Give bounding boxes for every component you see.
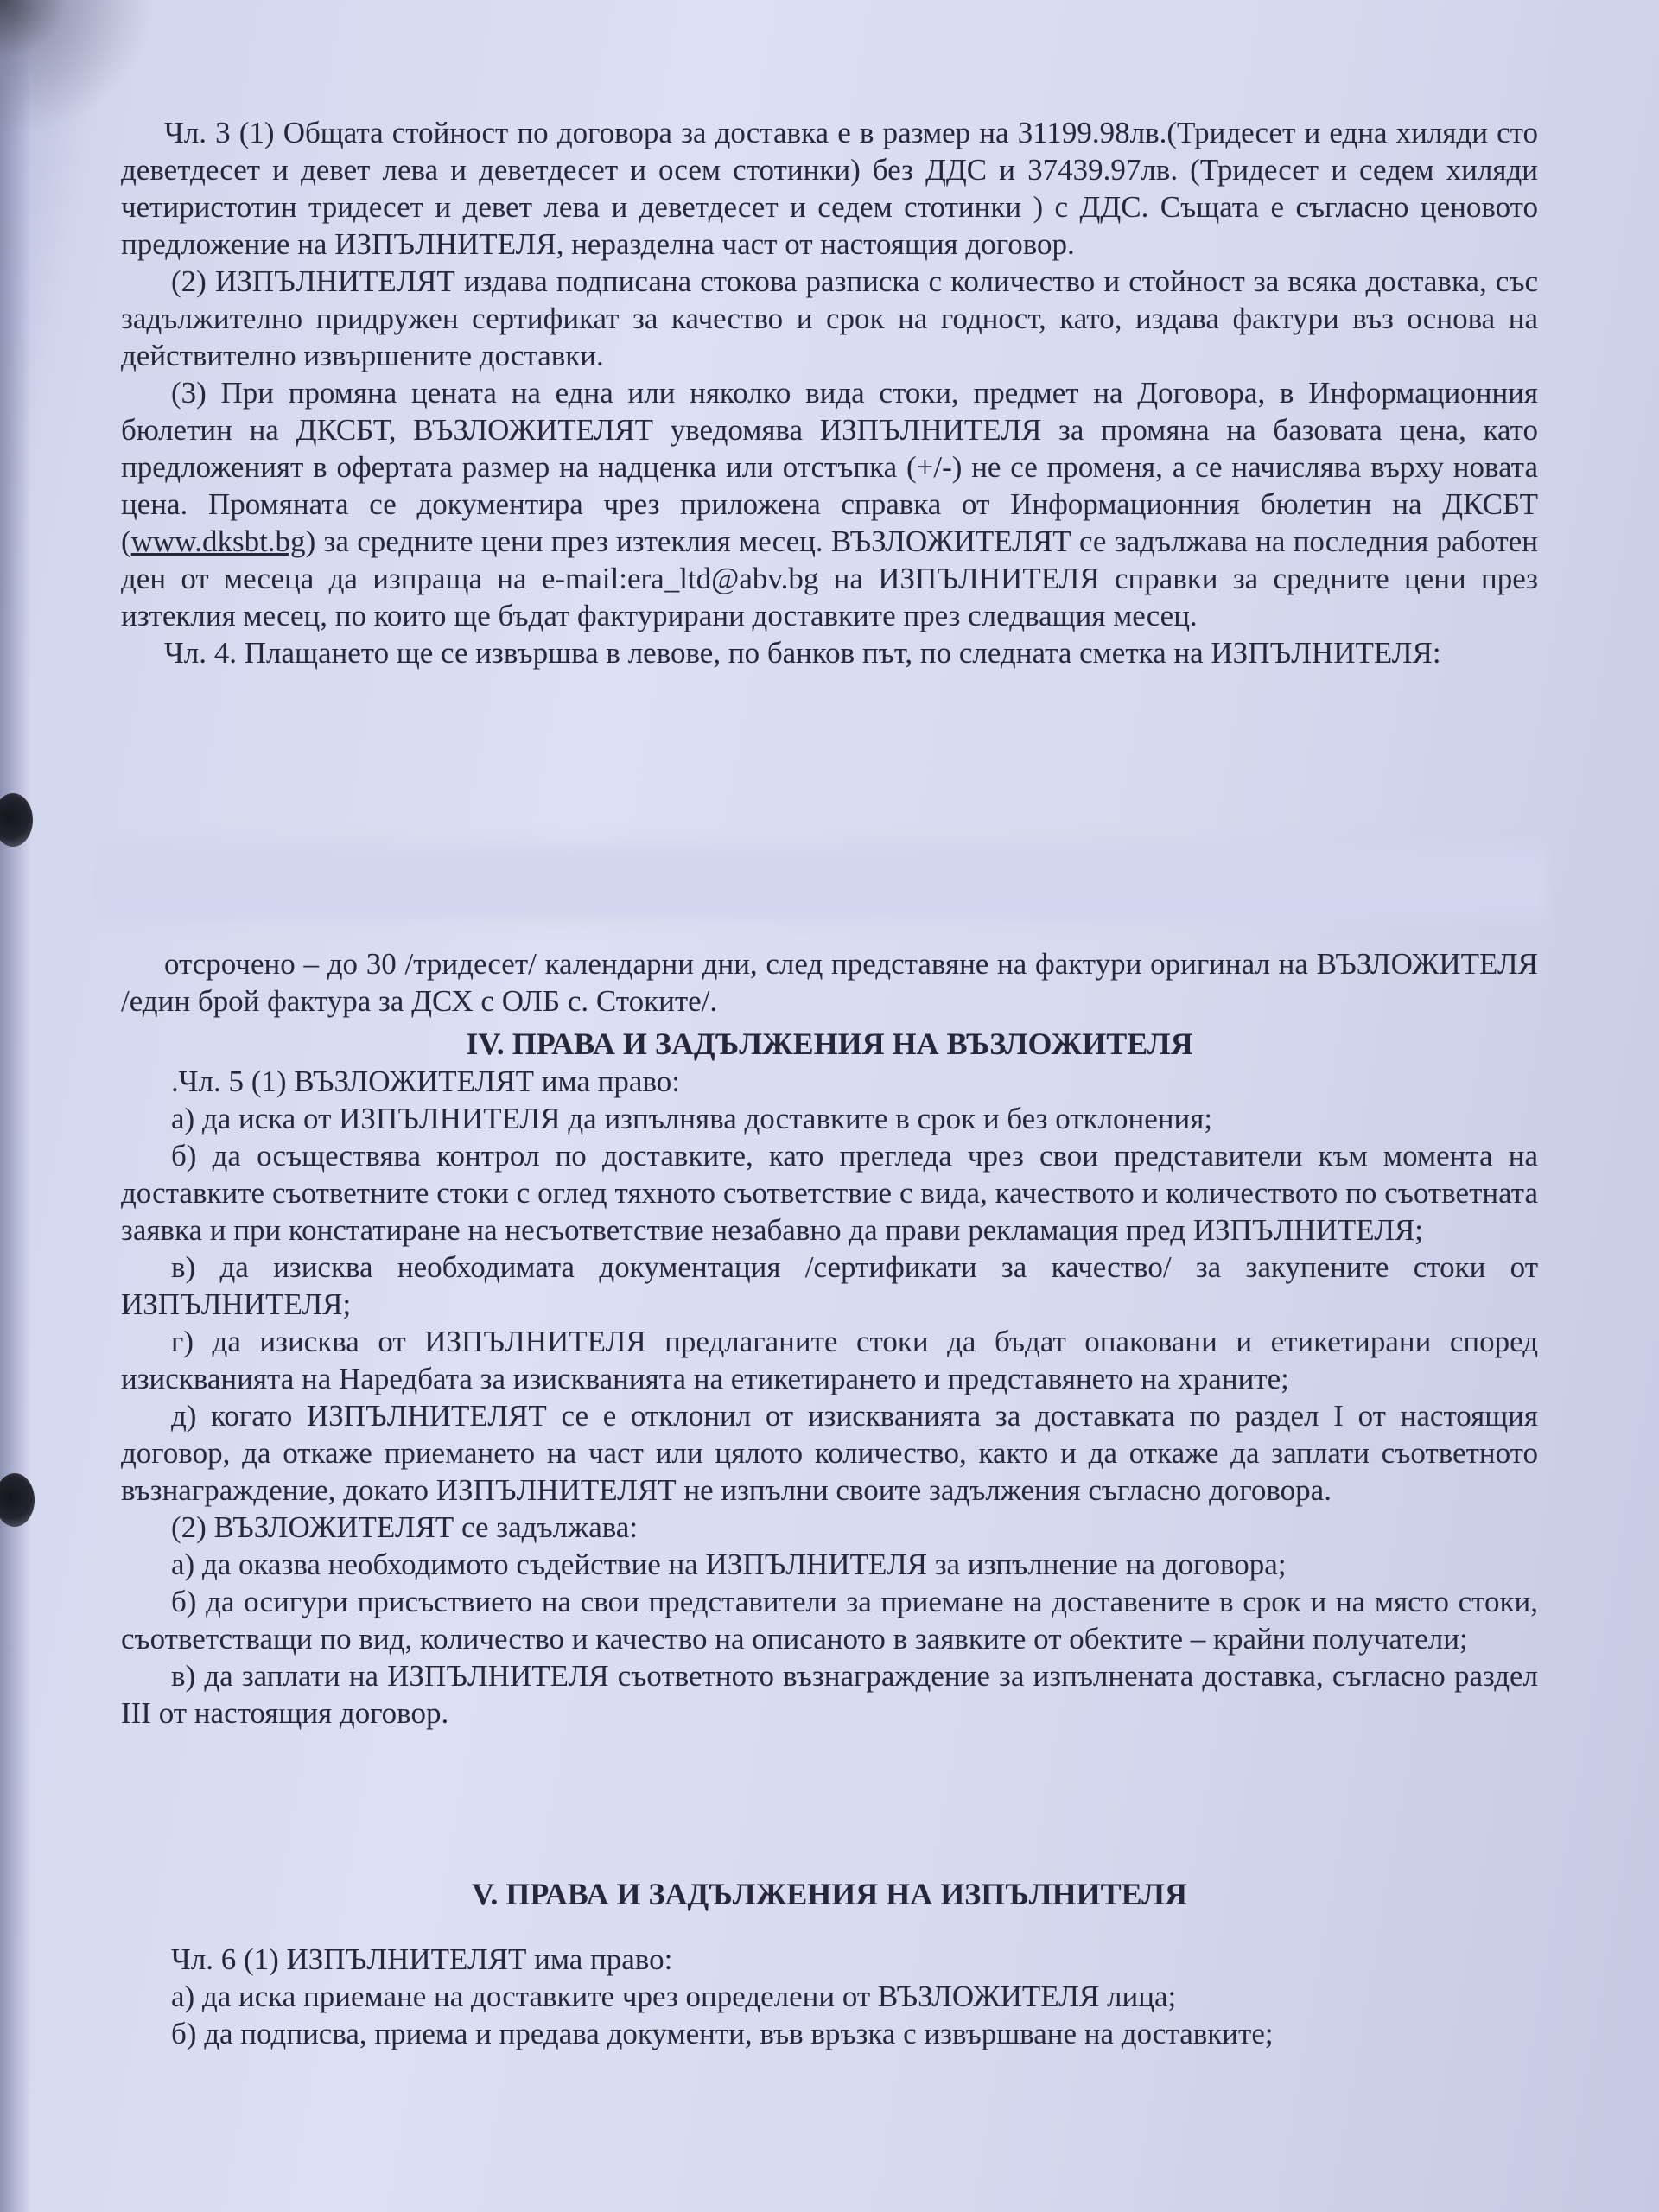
article-3 — [121, 114, 1538, 671]
art5-1-a: а) да иска от ИЗПЪЛНИТЕЛЯ да изпълнява доставките в срок и без отклонения; — [171, 1102, 1213, 1135]
art6-1-b: б) да подписва, приема и предава документи, във връзка с извършване на доставките; — [171, 2017, 1274, 2050]
art6-1-a: а) да иска приемане на доставките чрез определени от ВЪЗЛОЖИТЕЛЯ лица; — [171, 1980, 1177, 2013]
art5-2-v: в) да заплати на ИЗПЪЛНИТЕЛЯ съответното възнаграждение за изпълнената доставка, съгласно раздел III от настоящия договор. — [121, 1659, 1538, 1730]
section-iv-body — [121, 1063, 1538, 1732]
art5-1-b: б) да осъществява контрол по доставките, като прегледа чрез свои представители към момента на доставките съответните стоки с оглед тяхното съответствие с вида, качеството и количеството по съответната заявка и при констатиране на несъответствие незабавно да прави рекламация пред ИЗПЪЛНИТЕЛЯ; — [121, 1139, 1538, 1247]
art5-2-intro: (2) ВЪЗЛОЖИТЕЛЯТ се задължава: — [171, 1510, 639, 1544]
art4-paragraph-2: отсрочено – до 30 /тридесет/ календарни дни, след представяне на фактури оригинал на ВЪЗЛОЖИТЕЛЯ /един брой фактура за ДСХ с ОЛБ с. Стоките/. — [121, 947, 1538, 1018]
section-iv-heading: IV. ПРАВА И ЗАДЪЛЖЕНИЯ НА ВЪЗЛОЖИТЕЛЯ — [466, 1027, 1193, 1061]
art4-paragraph-1: Чл. 4. Плащането ще се извършва в левове, по банков път, по следната сметка на ИЗПЪЛНИТЕЛЯ: — [164, 636, 1441, 670]
article-4-continued — [121, 945, 1538, 1020]
art5-1-d: д) когато ИЗПЪЛНИТЕЛЯТ се е отклонил от изискванията за доставката по раздел I от настоящия договор, да откаже приемането на част или цялото количество, както и да откаже да заплати съответното възнаграждение, докато ИЗПЪЛНИТЕЛЯТ не изпълни своите задължения съгласно договора. — [121, 1399, 1538, 1507]
page-edge-shadow — [0, 0, 31, 2212]
art5-1-g: г) да изисква от ИЗПЪЛНИТЕЛЯ предлаганите стоки да бъдат опаковани и етикетирани според изискванията на Наредбата за изискванията на етикетирането и представянето на храните; — [121, 1325, 1538, 1395]
section-v-heading: V. ПРАВА И ЗАДЪЛЖЕНИЯ НА ИЗПЪЛНИТЕЛЯ — [472, 1877, 1187, 1911]
art3-paragraph-2: (2) ИЗПЪЛНИТЕЛЯТ издава подписана стокова разписка с количество и стойност за всяка доставка, със задължително придружен сертификат за качество и срок на годност, като, издава фактури въз основа на действително извършените доставки. — [121, 264, 1538, 372]
art3-paragraph-3 — [121, 374, 1538, 634]
art3-p3-text-2: ) за средните цени през изтеклия месец. ВЪЗЛОЖИТЕЛЯТ се задължава на последния работен ден от месеца да изпраща на e-mail:era_ltd@abv.bg на ИЗПЪЛНИТЕЛЯ справки за средните цени през изтеклия месец, по които ще бъдат фактурирани доставките през следващия месец. — [121, 524, 1538, 632]
art5-1-v: в) да изисква необходимата документация /сертификати за качество/ за закупените стоки от ИЗПЪЛНИТЕЛЯ; — [121, 1250, 1538, 1321]
art5-2-a: а) да оказва необходимото съдействие на ИЗПЪЛНИТЕЛЯ за изпълнение на договора; — [171, 1548, 1287, 1581]
art3-paragraph-1: Чл. 3 (1) Общата стойност по договора за доставка е в размер на 31199.98лв.(Тридесет и една хиляди сто деветдесет и девет лева и деветдесет и осем стотинки) без ДДС и 37439.97лв. (Тридесет и седем хиляди четиристотин тридесет и девет лева и деветдесет и седем стотинки ) с ДДС. Същата е съгласно ценовото предложение на ИЗПЪЛНИТЕЛЯ, неразделна част от настоящия договор. — [121, 116, 1538, 261]
section-v-body — [121, 1941, 1538, 2052]
art5-1-intro: .Чл. 5 (1) ВЪЗЛОЖИТЕЛЯТ има право: — [171, 1065, 680, 1098]
art3-p3-text-1: (3) При промяна цената на една или няколко вида стоки, предмет на Договора, в Информационния бюлетин на ДКСБТ, ВЪЗЛОЖИТЕЛЯТ уведомява ИЗПЪЛНИТЕЛЯ за промяна на базовата цена, като предложеният в офертата размер на надценка или отстъпка (+/-) не се променя, а се начислява върху новата цена. Промяната се документира чрез приложена справка от Информационния бюлетин на ДКСБТ ( — [121, 376, 1538, 558]
redacted-bank-account — [95, 834, 1547, 929]
art5-2-b: б) да осигури присъствието на свои представители за приемане на доставените в срок и на място стоки, съответстващи по вид, количество и качество на описаното в заявките от обектите – крайни получатели; — [121, 1585, 1538, 1656]
dksbt-link[interactable]: www.dksbt.bg — [130, 524, 306, 558]
art6-1-intro: Чл. 6 (1) ИЗПЪЛНИТЕЛЯТ има право: — [171, 1942, 673, 1976]
